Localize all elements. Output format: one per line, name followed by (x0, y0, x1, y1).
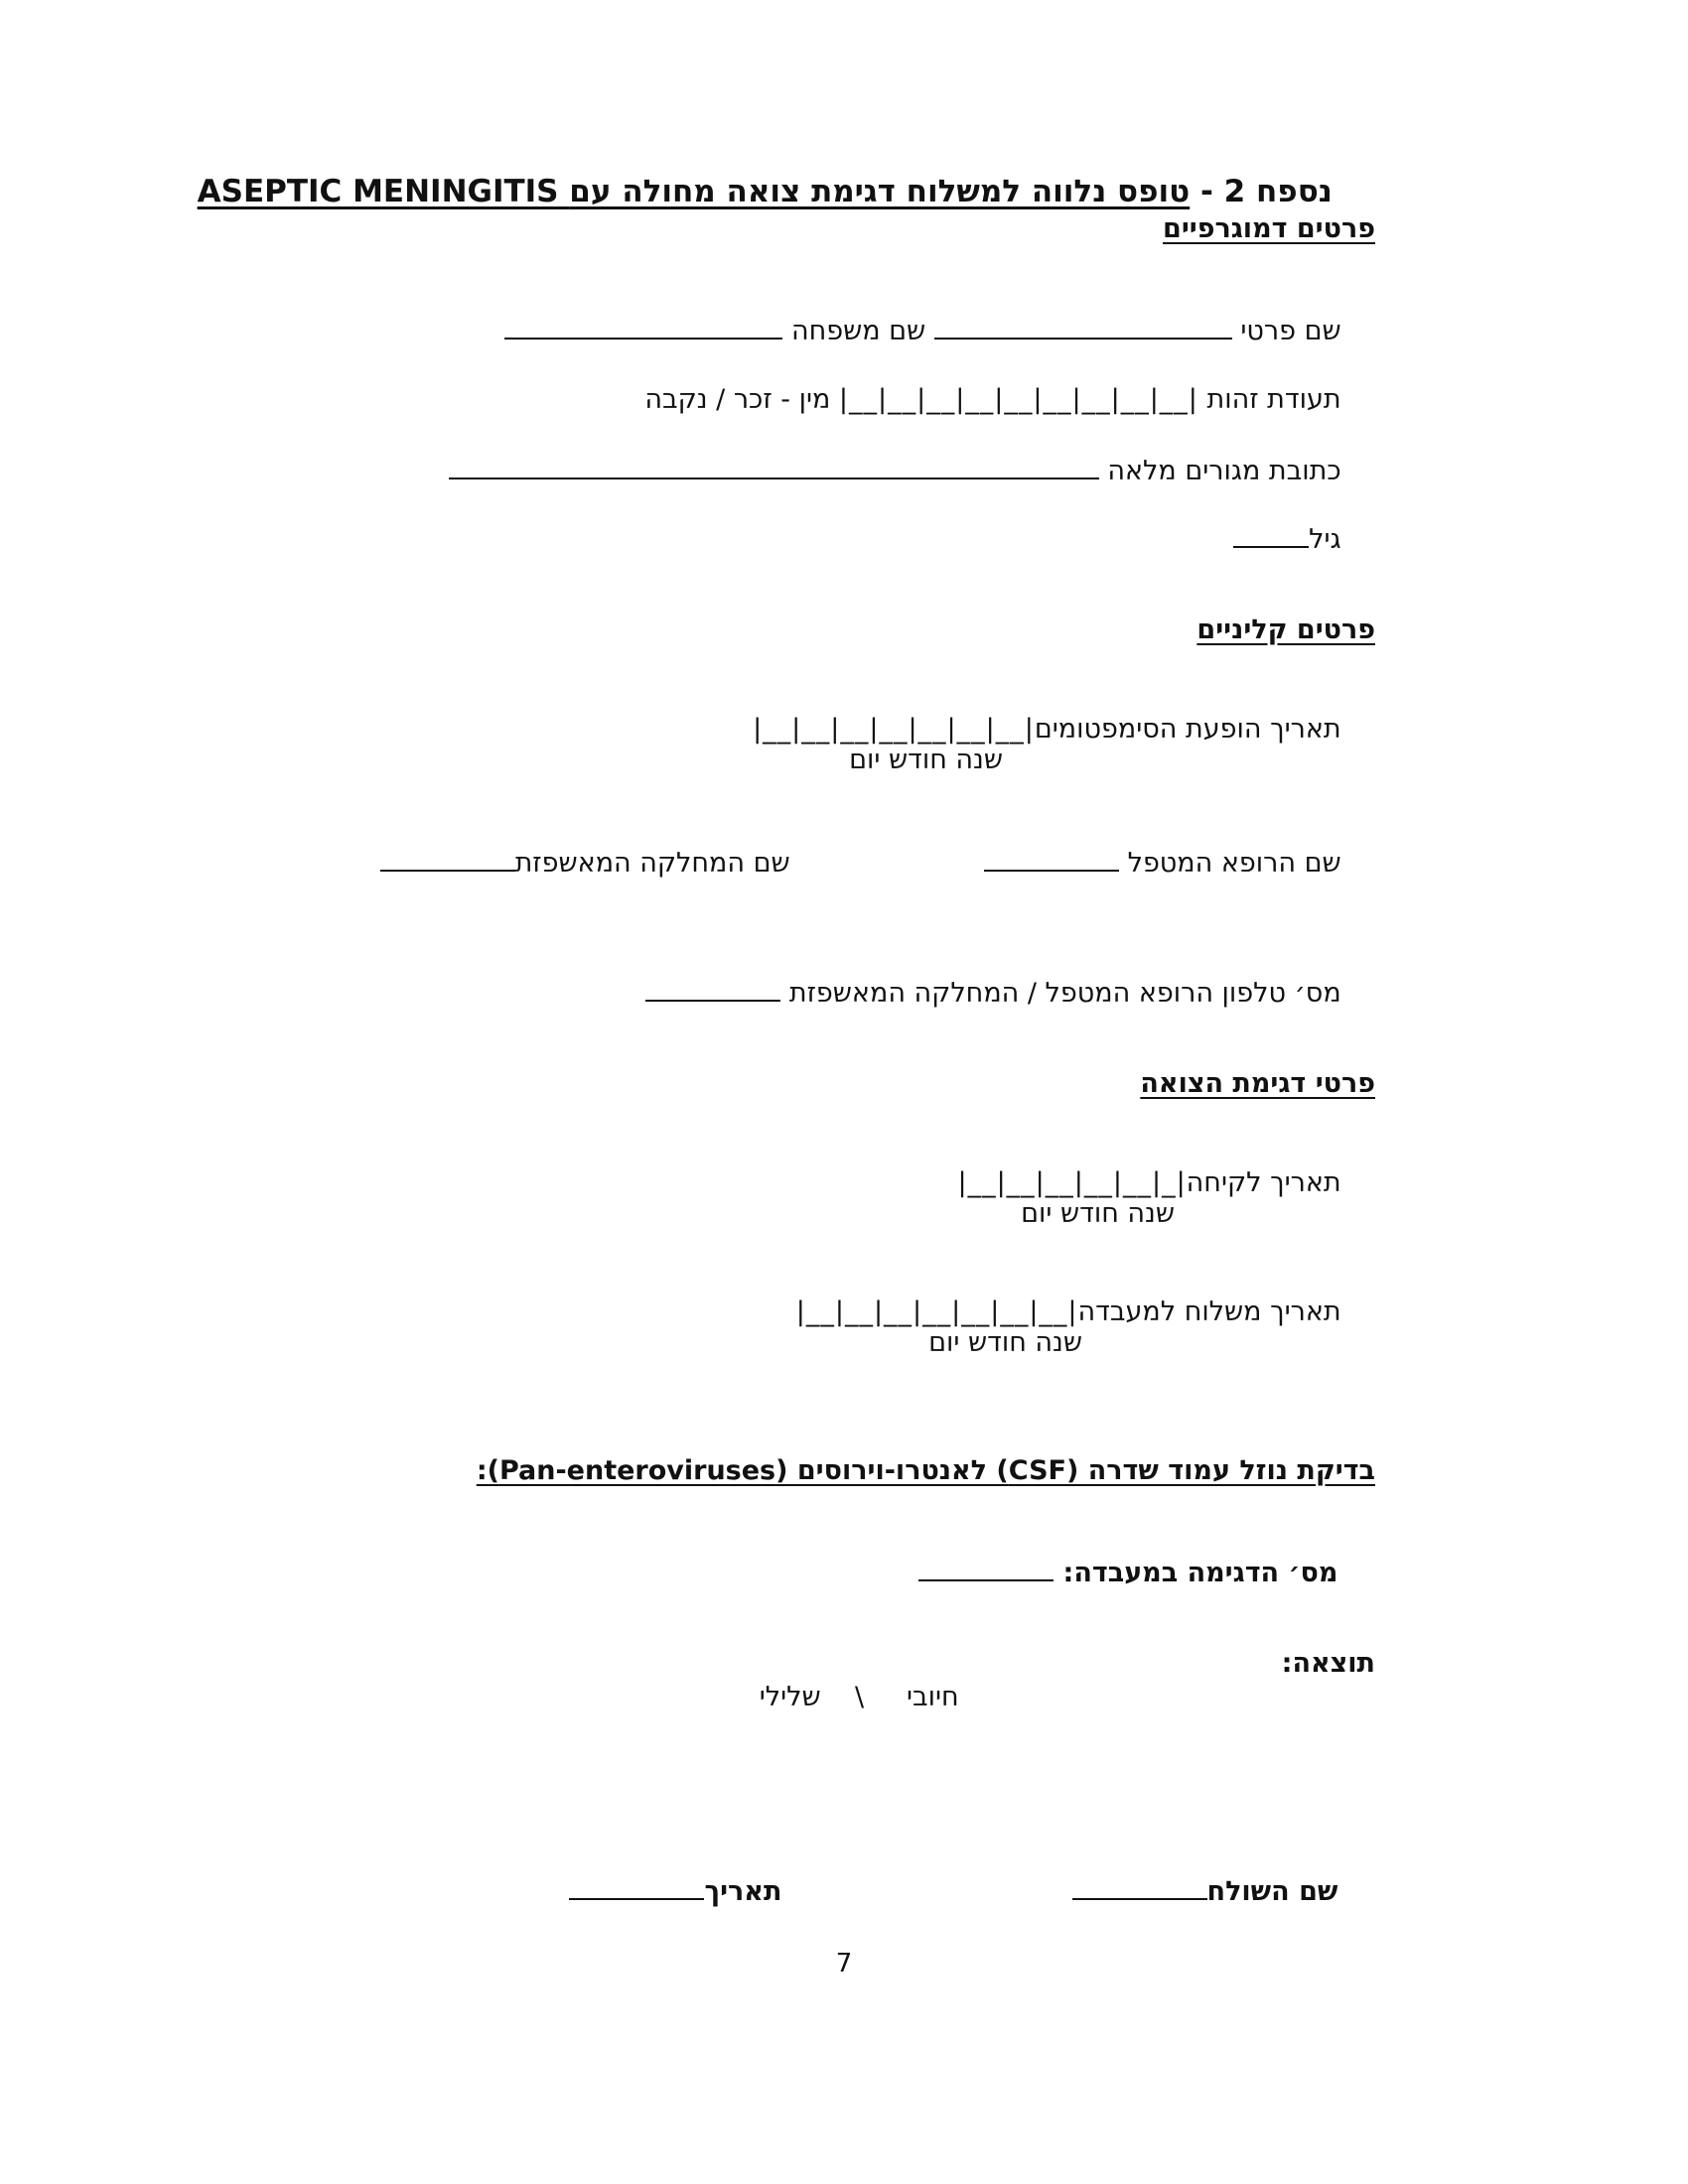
sender-label: שם השולח (1206, 1876, 1338, 1907)
last-name-label: שם משפחה (790, 316, 926, 346)
lab-number-label: מס׳ הדגימה במעבדה: (1062, 1558, 1338, 1588)
result-negative[interactable]: שלילי (759, 1682, 821, 1712)
collection-date-hint: שנה חודש יום (1021, 1198, 1175, 1229)
shipping-date-boxes[interactable]: |__|__|__|__|__|__|__| (795, 1297, 1078, 1327)
symptom-date-boxes[interactable]: |__|__|__|__|__|__|__| (753, 714, 1035, 745)
result-options (760, 1647, 993, 1748)
csf-heading: בדיקת נוזל עמוד שדרה (CSF) לאנטרו-וירוסים (Pan-enteroviruses): (476, 1455, 1375, 1486)
id-number-boxes[interactable]: |__|__|__|__|__|__|__|__|__| (838, 384, 1198, 415)
demographic-heading: פרטים דמוגרפיים (1163, 213, 1375, 244)
age-label: גיל (1309, 524, 1341, 555)
phone-field[interactable] (645, 974, 780, 1002)
page-number: 7 (835, 1949, 853, 1979)
age-field[interactable] (1233, 520, 1309, 548)
title-hebrew: טופס נלווה למשלוח דגימת צואה מחולה עם (569, 174, 1191, 209)
address-label: כתובת מגורים מלאה (1107, 456, 1341, 486)
result-separator: \ (854, 1682, 865, 1712)
title-english: ASEPTIC MENINGITIS (197, 174, 559, 209)
title-prefix: נספח 2 - (1190, 174, 1333, 209)
sender-field[interactable] (1072, 1872, 1207, 1900)
lab-number-field[interactable] (918, 1554, 1054, 1581)
symptom-date-hint: שנה חודש יום (849, 745, 1003, 775)
shipping-date-hint: שנה חודש יום (928, 1327, 1082, 1358)
department-label: שם המחלקה המאשפזת (514, 848, 790, 879)
doctor-row (984, 810, 1375, 914)
date-field[interactable] (569, 1872, 704, 1900)
phone-row (645, 940, 1375, 1044)
result-label: תוצאה: (1281, 1648, 1375, 1679)
first-name-field[interactable] (934, 312, 1232, 340)
last-name-field[interactable] (504, 312, 782, 340)
date-row (569, 1839, 819, 1943)
shipping-date-row (796, 1262, 1375, 1363)
sex-label[interactable]: מין - זכר / נקבה (644, 384, 831, 415)
symptom-date-label: תאריך הופעת הסימפטומים (1034, 714, 1341, 745)
collection-date-boxes[interactable]: |__|__|__|__|__|_| (957, 1167, 1187, 1198)
doctor-label: שם הרופא המטפל (1127, 848, 1341, 879)
age-row (1233, 486, 1375, 591)
department-row (380, 810, 824, 914)
phone-label: מס׳ טלפון הרופא המטפל / המחלקה המאשפזת (788, 978, 1341, 1009)
shipping-date-label: תאריך משלוח למעבדה (1077, 1297, 1341, 1327)
address-field[interactable] (449, 452, 1099, 479)
collection-date-label: תאריך לקיחה (1186, 1167, 1341, 1198)
sample-heading: פרטי דגימת הצואה (1140, 1068, 1375, 1099)
result-positive[interactable]: חיובי (906, 1682, 959, 1712)
symptom-date-row (753, 679, 1375, 780)
clinical-heading: פרטים קליניים (1196, 614, 1375, 645)
doctor-field[interactable] (984, 844, 1119, 872)
id-label: תעודת זהות (1206, 384, 1341, 415)
first-name-label: שם פרטי (1240, 316, 1341, 346)
sender-row (1072, 1839, 1375, 1943)
department-field[interactable] (380, 844, 515, 872)
lab-number-row (918, 1520, 1375, 1624)
date-label: תאריך (704, 1876, 782, 1907)
